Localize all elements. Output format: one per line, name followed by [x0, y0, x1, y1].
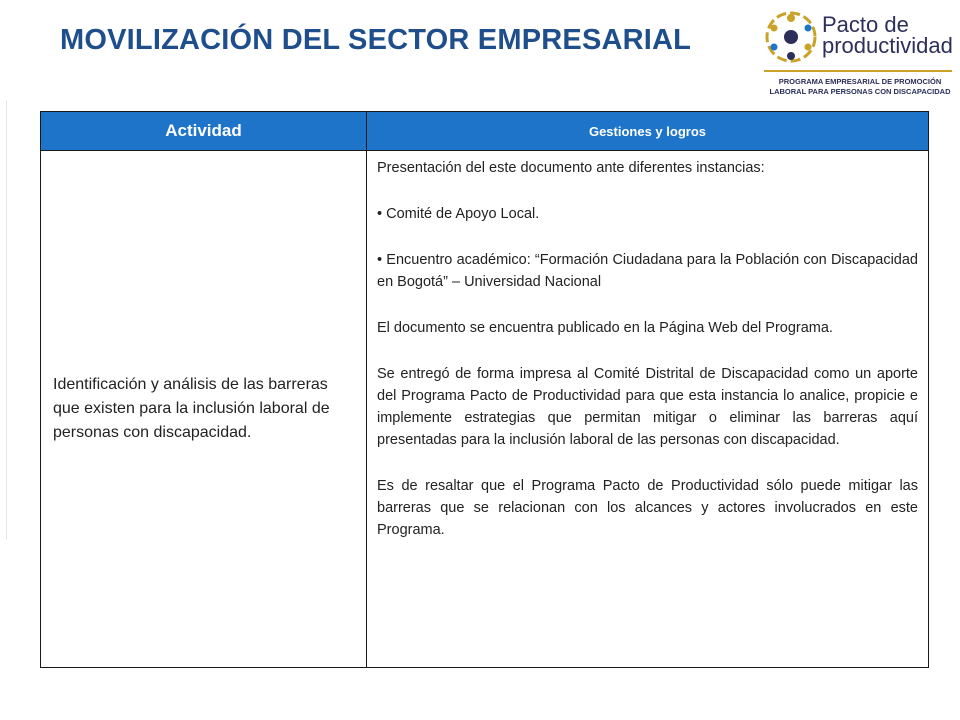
header-gestiones: Gestiones y logros [367, 112, 929, 151]
table-row [41, 151, 929, 668]
logo-subtitle: PROGRAMA EMPRESARIAL DE PROMOCIÓN LABORAL PARA PERSONAS CON DISCAPACIDAD [769, 77, 951, 96]
gestion-bullet: • Encuentro académico: “Formación Ciudadana para la Población con Discapacidad en Bogotá” – Universidad Nacional [377, 252, 918, 290]
gestiones-text [377, 157, 918, 541]
activity-cell [41, 151, 367, 668]
activity-table [40, 111, 929, 668]
gestion-paragraph: Se entregó de forma impresa al Comité Distrital de Discapacidad como un aporte del Programa Pacto de Productividad para que esta instancia lo analice, propicie e implemente estrategias que permitan mitigar o eliminar las barreras aquí presentadas para la inclusión laboral de las personas con discapacidad. [377, 366, 918, 448]
gestiones-cell [367, 151, 929, 668]
activity-text: Identificación y análisis de las barreras que existen para la inclusión laboral de personas con discapacidad. [53, 376, 330, 441]
gestion-paragraph: Presentación del este documento ante diferentes instancias: [377, 160, 765, 176]
gestion-bullet: • Comité de Apoyo Local. [377, 206, 540, 222]
page-title: MOVILIZACIÓN DEL SECTOR EMPRESARIAL [60, 24, 692, 56]
logo-divider [764, 70, 952, 72]
logo-name: Pacto de productividad [822, 12, 953, 58]
gestion-paragraph: Es de resaltar que el Programa Pacto de Productividad sólo puede mitigar las barreras que se relacionan con los alcances y actores involucrados en este Programa. [377, 478, 918, 538]
pacto-logo [760, 8, 956, 100]
page-edge [0, 100, 7, 540]
logo-emblem-icon [764, 10, 818, 64]
header-actividad: Actividad [41, 112, 367, 151]
table-header-row [41, 112, 929, 151]
gestion-paragraph: El documento se encuentra publicado en la Página Web del Programa. [377, 320, 833, 336]
